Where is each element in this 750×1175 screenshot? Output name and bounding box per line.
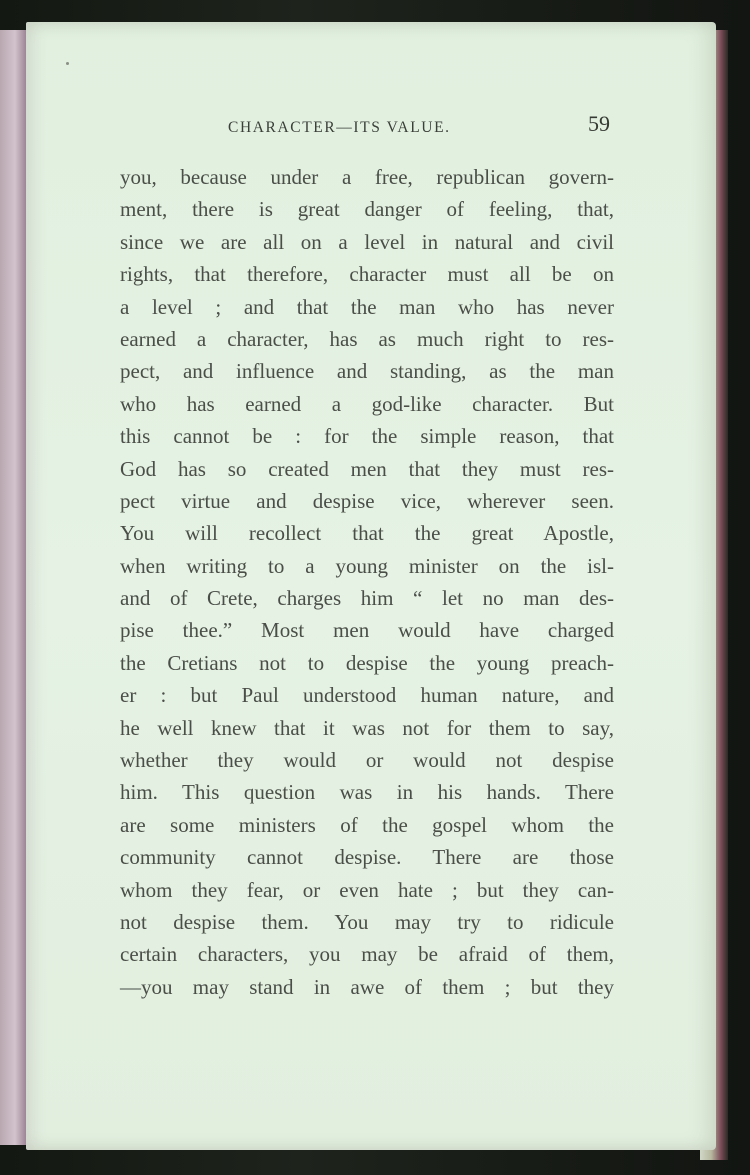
running-head — [200, 111, 610, 143]
text-line: You will recollect that the great Apostle, — [120, 521, 614, 546]
text-line: —you may stand in awe of them ; but they — [120, 974, 614, 999]
text-line: the Cretians not to despise the young preach- — [120, 650, 614, 675]
text-line: er : but Paul understood human nature, and — [120, 683, 614, 708]
text-line: and of Crete, charges him “ let no man des- — [120, 586, 614, 611]
text-line: pect, and influence and standing, as the man — [120, 359, 614, 384]
text-line: since we are all on a level in natural and civil — [120, 229, 614, 254]
page-number: 59 — [588, 111, 610, 136]
body-text — [120, 161, 614, 1003]
text-line: community cannot despise. There are those — [120, 845, 614, 870]
text-line: certain characters, you may be afraid of them, — [120, 942, 614, 967]
text-line: ment, there is great danger of feeling, that, — [120, 197, 614, 222]
text-line: pise thee.” Most men would have charged — [120, 618, 614, 643]
text-line: not despise them. You may try to ridicule — [120, 909, 614, 934]
text-line: a level ; and that the man who has never — [120, 294, 614, 319]
text-line: earned a character, has as much right to res- — [120, 326, 614, 351]
text-line: whether they would or would not despise — [120, 748, 614, 773]
text-line: he well knew that it was not for them to say, — [120, 715, 614, 740]
text-line: whom they fear, or even hate ; but they can- — [120, 877, 614, 902]
running-head-title: CHARACTER—ITS VALUE. — [228, 119, 451, 136]
text-line: are some ministers of the gospel whom the — [120, 812, 614, 837]
text-line: him. This question was in his hands. There — [120, 780, 614, 805]
text-line: this cannot be : for the simple reason, that — [120, 424, 614, 449]
text-line: God has so created men that they must res- — [120, 456, 614, 481]
text-line: pect virtue and despise vice, wherever seen. — [120, 488, 614, 513]
text-line: who has earned a god-like character. But — [120, 391, 614, 416]
text-line: rights, that therefore, character must all be on — [120, 262, 614, 287]
text-line: you, because under a free, republican govern- — [120, 165, 614, 189]
text-line: when writing to a young minister on the isl- — [120, 553, 614, 578]
